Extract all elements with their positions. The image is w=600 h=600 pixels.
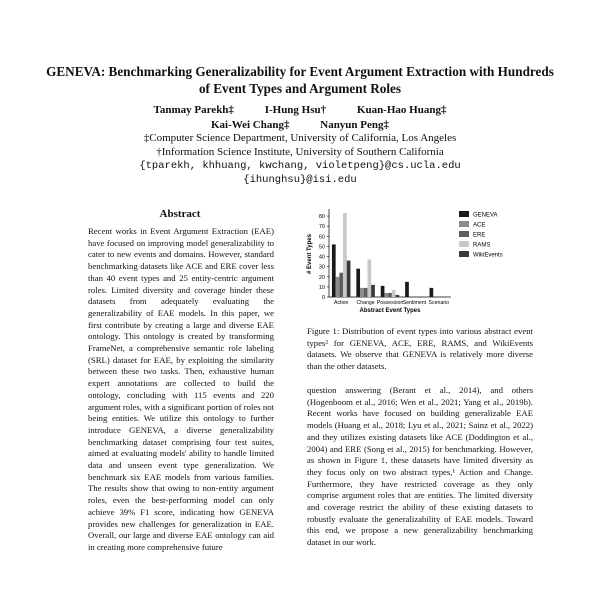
column-2-body-text: question answering (Berant et al., 2014), and others (Hogenboom et al., 2016; Wen et al., 2021; Yang et al., 2019b). Recent works have focused on building generalizable EAE models (Huang et al., 2018; Lyu et al., 2021; Sainz et al., 2022) and they utilizes existing datasets like ACE (Doddington et al., 2004) and ERE (Song et al., 2015) for benchmarking. However, as shown in Figure 1, these datasets have limited diversity as they focus only on two abstract types,¹ Action and Change. Furthermore, they have restricted coverage as they only comprise argument roles that are entities. The limited diversity and coverage restrict the ability of these existing datasets to robustly evaluate the generalizability of EAE models. Toward this end, we propose a new generalizability benchmarking dataset in our work. [307, 385, 533, 548]
x-tick-label: Possession [376, 300, 404, 306]
bar-rams-change [367, 260, 371, 297]
author-name: Tanmay Parekh‡ [153, 104, 234, 116]
bar-wikievents-action [347, 261, 351, 297]
x-tick-label: Change [356, 300, 375, 306]
bar-geneva-change [356, 269, 360, 297]
affiliations [40, 131, 560, 187]
y-tick-label: 70 [318, 224, 325, 231]
x-axis-label: Abstract Event Types [359, 308, 421, 314]
bar-ere-possession [388, 293, 392, 297]
y-tick-label: 50 [318, 244, 325, 251]
bar-ace-change [360, 288, 364, 297]
author-name: Kai-Wei Chang‡ [210, 118, 290, 131]
y-tick-label: 20 [318, 274, 325, 281]
x-tick-label: Sentiment [402, 300, 427, 306]
bar-wikievents-possession [396, 295, 400, 297]
x-tick-label: Action [333, 300, 349, 306]
abstract-heading: Abstract [159, 208, 201, 220]
bar-geneva-sentiment [405, 282, 409, 297]
email-line: {tparekh, khhuang, kwchang, violetpeng}@cs.ucla.edu [139, 160, 461, 172]
bar-ere-action [339, 273, 343, 297]
author-list [40, 103, 560, 132]
bar-geneva-possession [381, 286, 385, 297]
abstract-text: Recent works in Event Argument Extraction (EAE) have focused on improving model generalizability to cater to new events and domains. However, standard benchmarking datasets like ACE and ERE cover less than 40 event types and 25 entity-centric argument roles. Limited diversity and coverage hinder these datasets from adequately evaluating the generalizability of EAE models. In this paper, we first contribute by creating a large and diverse EAE ontology. This ontology is created by transforming FrameNet, a comprehensive semantic role labeling (SRL) dataset for EAE, by exploiting the similarity between these two tasks. Then, exhaustive human expert annotations are collected to build the ontology, concluding with 115 events and 220 argument roles, with a significant portion of roles not being entities. We utilize this ontology to further introduce GENEVA, a diverse generalizability benchmarking dataset comprising four test suites, aimed at evaluating models' ability to handle limited data and unseen event type generalization. We benchmark six EAE models from various families. The results show that owing to non-entity argument roles, even the best-performing model can only achieve 39% F1 score, indicating how GENEVA provides new challenges for generalization in EAE. Overall, our large and diverse EAE ontology can aid in creating more comprehensive future [88, 226, 274, 552]
bar-rams-possession [392, 290, 396, 297]
author-name: I-Hung Hsu† [264, 104, 327, 116]
legend-label-geneva: GENEVA [473, 212, 498, 219]
y-tick-label: 40 [318, 254, 325, 261]
bar-ace-action [336, 277, 340, 297]
email-line: {ihunghsu}@isi.edu [243, 174, 357, 186]
figure-caption: Figure 1: Distribution of event types into various abstract event types² for GENEVA, ACE, ERE, RAMS, and WikiEvents datasets. We observe that GENEVA is relatively more diverse than the other datasets. [307, 326, 533, 372]
y-tick-label: 60 [318, 234, 325, 241]
affiliation-line: †Information Science Institute, University of Southern California [156, 146, 444, 158]
author-name: Nanyun Peng‡ [320, 118, 390, 131]
legend-label-wikievents: WikiEvents [473, 252, 503, 259]
affiliation-line: ‡Computer Science Department, University of California, Los Angeles [143, 132, 457, 144]
bar-geneva-action [332, 244, 336, 297]
y-tick-label: 30 [318, 264, 325, 271]
x-tick-label: Scenario [428, 300, 450, 306]
legend-swatch-ere [459, 231, 469, 237]
paper-title: GENEVA: Benchmarking Generalizability for Event Argument Extraction with Hundreds of Event Types and Argument Roles [46, 64, 554, 96]
bar-geneva-scenario [430, 288, 434, 297]
bar-wikievents-change [371, 285, 375, 297]
y-axis-label: # Event Types [307, 234, 313, 274]
event-type-distribution-chart [303, 205, 533, 323]
author-name: Kuan-Hao Huang‡ [356, 104, 447, 116]
legend-label-rams: RAMS [473, 242, 491, 249]
y-tick-label: 80 [318, 214, 325, 221]
legend-swatch-rams [459, 241, 469, 247]
legend-swatch-wikievents [459, 251, 469, 257]
bar-ace-possession [384, 293, 388, 297]
bar-ere-change [364, 288, 368, 297]
author-line-2 [40, 118, 560, 133]
legend-swatch-ace [459, 221, 469, 227]
legend-swatch-geneva [459, 211, 469, 217]
y-tick-label: 0 [321, 295, 325, 301]
legend-label-ace: ACE [473, 222, 486, 229]
legend-label-ere: ERE [473, 232, 486, 239]
author-line-1 [40, 103, 560, 118]
bar-rams-action [343, 213, 347, 297]
y-tick-label: 10 [318, 284, 325, 291]
